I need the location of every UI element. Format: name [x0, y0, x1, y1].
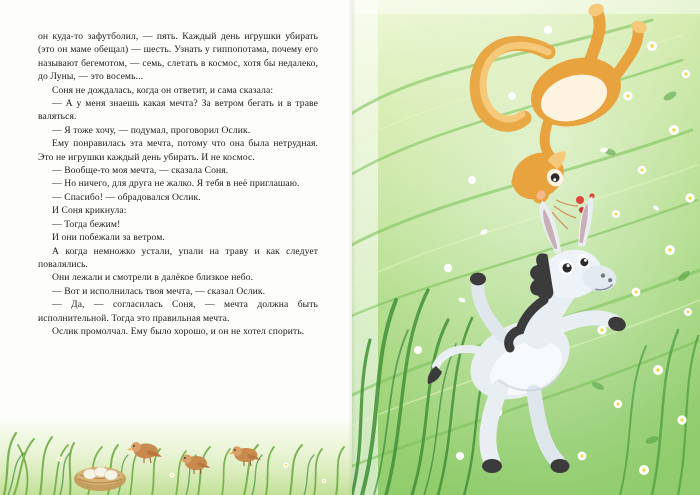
story-paragraph: — Но ничего, для друга не жалко. Я тебя в неё приглашаю.: [52, 178, 300, 190]
story-paragraph: — Спасибо! — обрадовался Ослик.: [52, 191, 201, 203]
story-paragraph: он куда-то зафутболил, — пять. Каждый день игрушки убирать (это он маме обещал) — шесть. Узнать у гиппопотама, почему его называют бегемотом, — семь, слетать в космос, хотя бы недалеко, до Луны, — это восемь...: [38, 31, 318, 83]
story-text-column: [38, 30, 318, 338]
bird-nest-icon: [74, 467, 126, 491]
story-paragraph: — Тогда бежим!: [52, 218, 121, 230]
story-paragraph: И они побежали за ветром.: [52, 232, 165, 244]
story-paragraph: — Да, — согласилась Соня, — мечта должна быть исполнительной. Тогда это правильная мечта.: [38, 299, 318, 324]
right-illustration-page: [352, 0, 700, 495]
meadow-illustration-svg: [352, 0, 700, 495]
story-paragraph: — Вот и исполнилась твоя мечта, — сказал Ослик.: [52, 285, 266, 297]
story-paragraph: Они лежали и смотрели в далёкое близкое небо.: [52, 272, 254, 284]
grass-illustration-svg: [0, 403, 352, 495]
grass-illustration: [0, 403, 352, 495]
story-paragraph: И Соня крикнула:: [52, 205, 127, 217]
story-paragraph: А когда немножко устали, упали на траву и как следует повалялись.: [38, 245, 318, 270]
story-paragraph: Ослик промолчал. Ему было хорошо, и он не хотел спорить.: [52, 325, 305, 337]
story-paragraph: Соня не дождалась, когда он ответит, и сама сказала:: [52, 84, 274, 96]
story-paragraph: — Вообще-то моя мечта, — сказала Соня.: [52, 165, 229, 177]
story-paragraph: — Я тоже хочу, — подумал, проговорил Ослик.: [52, 124, 251, 136]
story-paragraph: — А у меня знаешь какая мечта? За ветром бегать и в траве валяться.: [38, 98, 318, 123]
story-paragraph: Ему понравилась эта мечта, потому что она была нетрудная. Это не игрушки каждый день убирать. И не космос.: [38, 138, 318, 163]
